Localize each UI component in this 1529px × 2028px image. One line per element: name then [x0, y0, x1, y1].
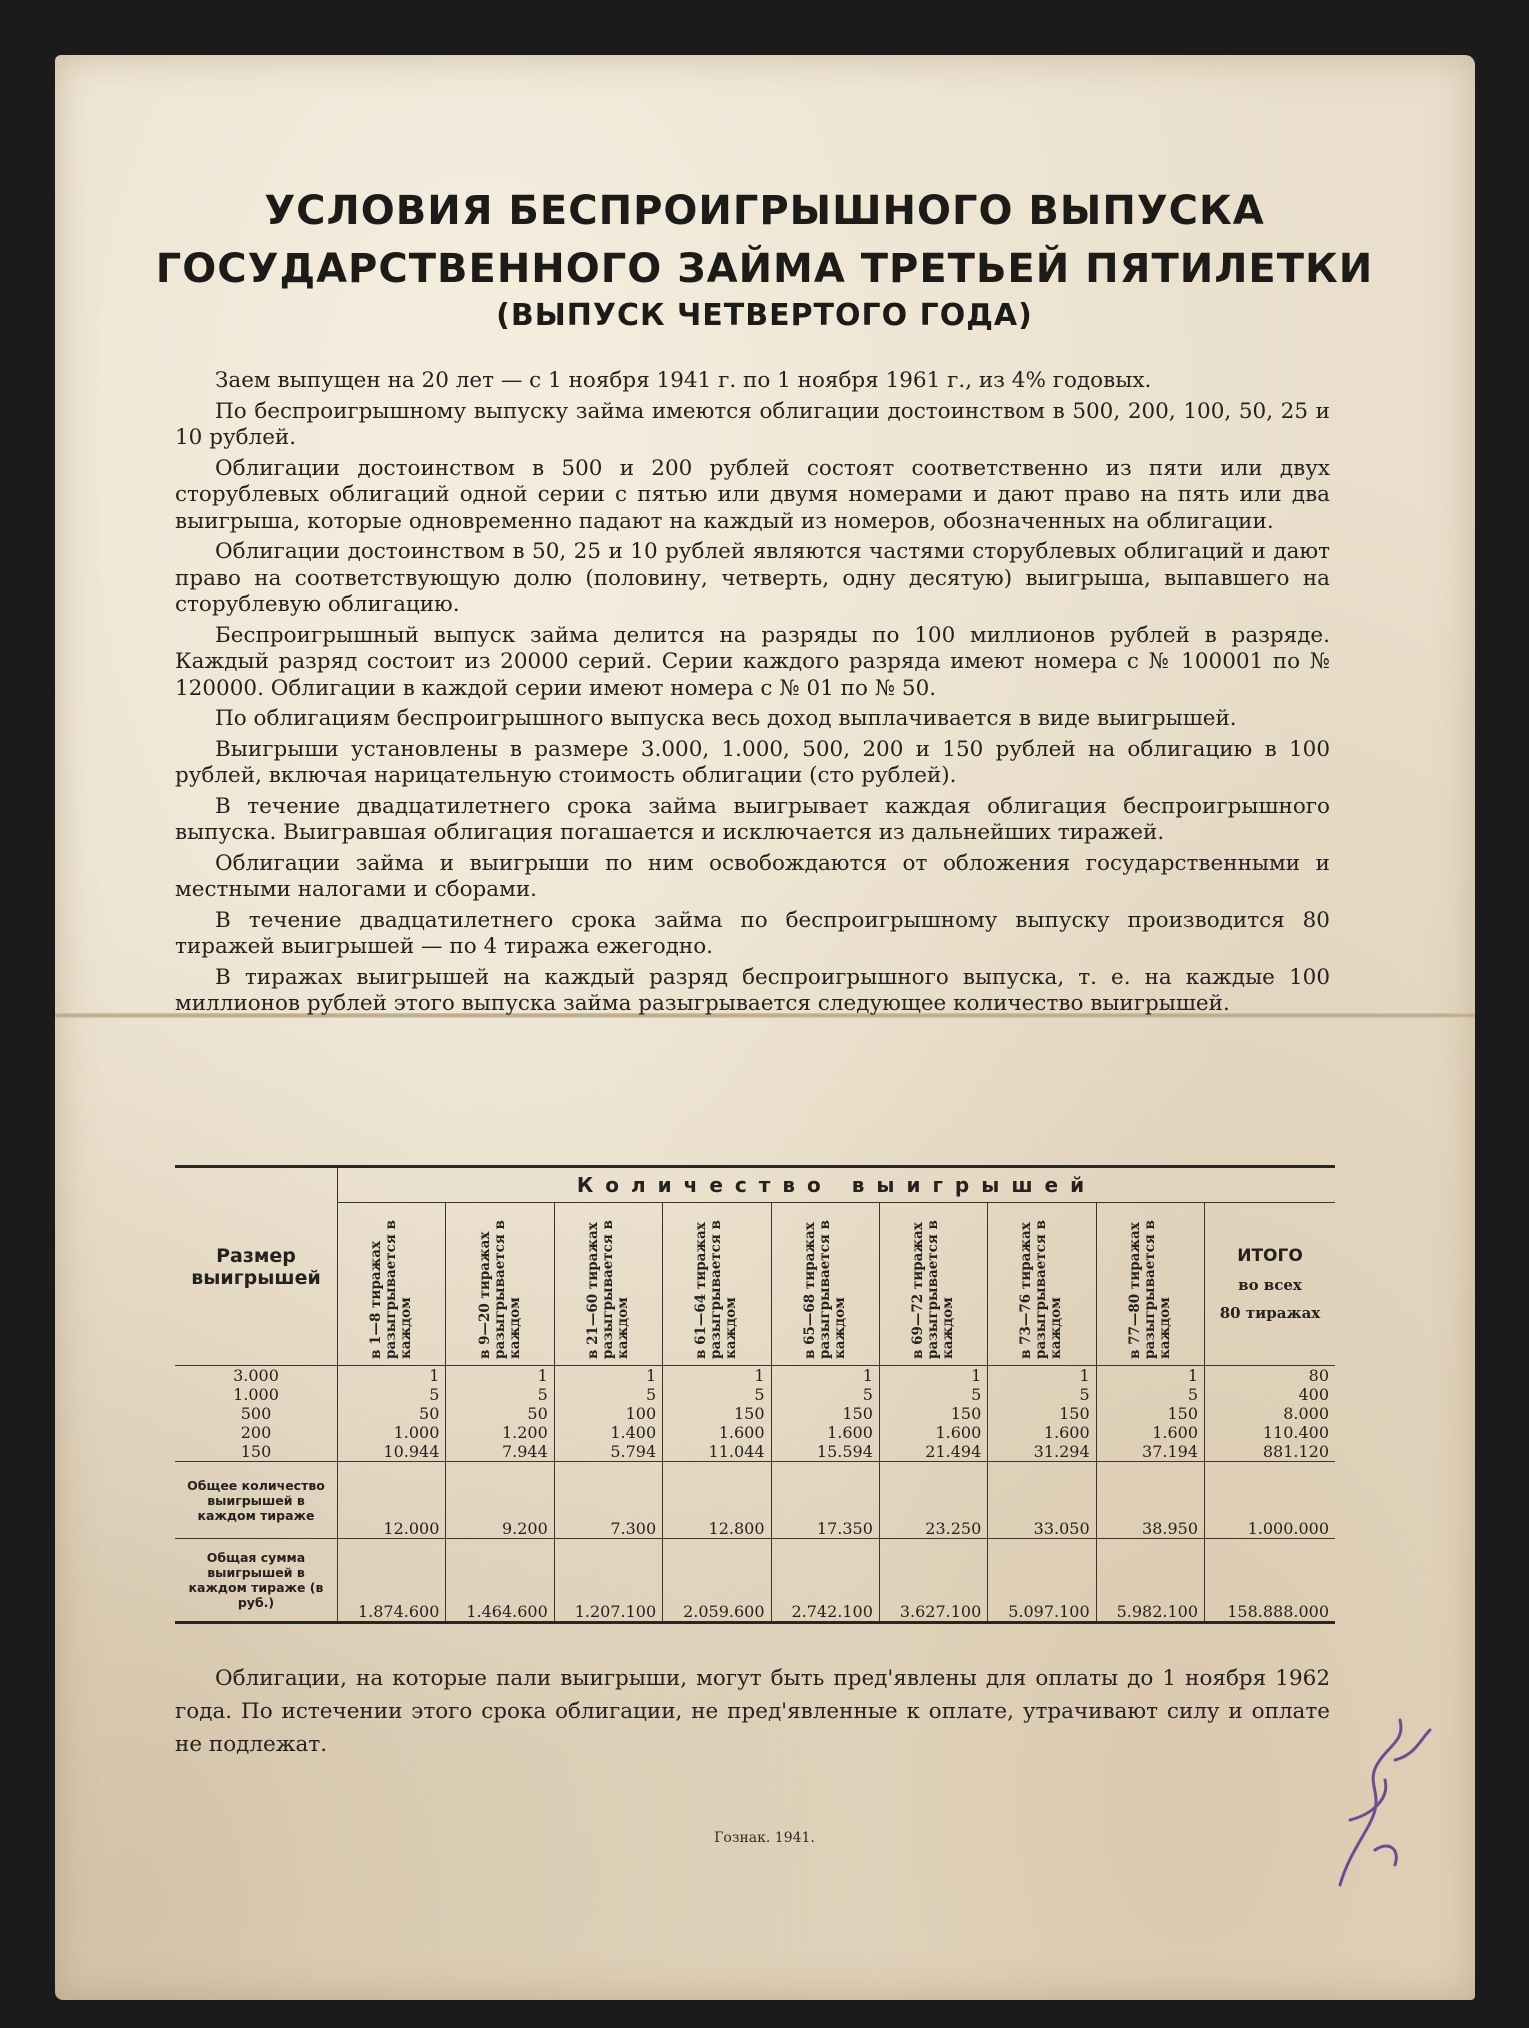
quantity-group-header: Количество выигрышей — [338, 1167, 1336, 1203]
table-cell: 5.097.100 — [988, 1539, 1096, 1623]
totals-cell: 80 400 8.000 110.400 881.120 — [1205, 1366, 1336, 1462]
paragraph-draws-count: В течение двадцатилетнего срока займа по беспроигрышному выпуску производится 80 тиражей выигрышей — по 4 тиража ежегодно. — [175, 907, 1330, 959]
table-cell: 1 5 150 1.600 31.294 — [988, 1366, 1096, 1462]
table-cell: 1 5 150 1.600 11.044 — [663, 1366, 771, 1462]
table-cell: 1.874.600 — [338, 1539, 446, 1623]
closing-paragraph: Облигации, на которые пали выигрыши, могут быть пред'явлены для оплаты до 1 ноября 1962 года. По истечении этого срока облигации, не пред'явленные к оплате, утрачивают силу и оплате не подлежат. — [175, 1666, 1330, 1757]
table-cell: 1.000.000 — [1205, 1462, 1336, 1539]
paragraph-loan-term: Заем выпущен на 20 лет — с 1 ноября 1941 г. по 1 ноября 1961 г., из 4% годовых. — [215, 368, 1152, 393]
column-header-draws-69-72: в 69—72 тиражах разыгрывается в каждом — [879, 1203, 987, 1366]
column-header-draws-21-60: в 21—60 тиражах разыгрывается в каждом — [554, 1203, 662, 1366]
column-header-draws-73-76: в 73—76 тиражах разыгрывается в каждом — [988, 1203, 1096, 1366]
column-header-draws-61-64: в 61—64 тиражах разыгрывается в каждом — [663, 1203, 771, 1366]
closing-paragraph-block — [175, 1662, 1330, 1761]
paragraph-tax-exempt: Облигации займа и выигрыши по ним освобождаются от обложения государственными и местными налогами и сборами. — [175, 850, 1330, 902]
table-cell: 12.800 — [663, 1462, 771, 1539]
paragraph-fractional-bonds: Облигации достоинством в 50, 25 и 10 рублей являются частями сторублевых облигаций и дают право на соответствующую долю (половину, четверть, одну десятую) выигрыша, выпавшего на сторублевую облигацию. — [175, 539, 1330, 617]
paragraph-denominations: По беспроигрышному выпуску займа имеются облигации достоинством в 500, 200, 100, 50, 25 и 10 рублей. — [175, 398, 1330, 450]
handwritten-signature — [1280, 1700, 1480, 1900]
row-label-total-sum: Общая сумма выигрышей в каждом тираже (в руб.) — [175, 1539, 338, 1623]
paragraph-income: По облигациям беспроигрышного выпуска весь доход выплачивается в виде выигрышей. — [215, 706, 1237, 731]
table-cell: 1.207.100 — [554, 1539, 662, 1623]
document-title-line-2: ГОСУДАРСТВЕННОГО ЗАЙМА ТРЕТЬЕЙ ПЯТИЛЕТКИ — [155, 246, 1374, 292]
table-cell: 158.888.000 — [1205, 1539, 1336, 1623]
table-cell: 2.059.600 — [663, 1539, 771, 1623]
paragraph-categories: Беспроигрышный выпуск займа делится на разряды по 100 миллионов рублей в разряде. Каждый разряд состоит из 20000 серий. Серии каждого разряда имеют номера с № 100001 по № 120000. Облигации в каждой серии имеют номера с № 01 по № 50. — [175, 622, 1330, 701]
table-cell: 9.200 — [446, 1462, 554, 1539]
table-row-win-counts — [175, 1366, 1335, 1462]
table-cell: 1 5 100 1.400 5.794 — [554, 1366, 662, 1462]
table-cell: 1 5 150 1.600 15.594 — [771, 1366, 879, 1462]
document-title-line-1: УСЛОВИЯ БЕСПРОИГРЫШНОГО ВЫПУСКА — [264, 188, 1265, 234]
paragraph-table-intro: В тиражах выигрышей на каждый разряд беспроигрышного выпуска, т. е. на каждые 100 миллионов рублей этого выпуска займа разыгрывается следующее количество выигрышей. — [175, 964, 1330, 1016]
size-column-header: Размер выигрышей — [175, 1167, 338, 1366]
table-row-total-count — [175, 1462, 1335, 1539]
winnings-table — [175, 1165, 1335, 1624]
table-cell: 12.000 — [338, 1462, 446, 1539]
column-header-draws-1-8: в 1—8 тиражах разыгрывается в каждом — [338, 1203, 446, 1366]
table-cell: 3.627.100 — [879, 1539, 987, 1623]
column-header-draws-9-20: в 9—20 тиражах разыгрывается в каждом — [446, 1203, 554, 1366]
table-cell: 1 5 150 1.600 21.494 — [879, 1366, 987, 1462]
table-cell: 2.742.100 — [771, 1539, 879, 1623]
table-cell: 38.950 — [1096, 1462, 1204, 1539]
printer-imprint: Гознак. 1941. — [714, 1830, 815, 1846]
table-row-total-sum — [175, 1539, 1335, 1623]
paragraph-500-200-bonds: Облигации достоинством в 500 и 200 рублей состоят соответственно из пяти или двух сторублевых облигаций одной серии с пятью или двумя номерами и дают право на пять или два выигрыша, которые одновременно падают на каждый из номеров, обозначенных на облигации. — [175, 455, 1330, 534]
table-cell: 5.982.100 — [1096, 1539, 1204, 1623]
table-cell: 1.464.600 — [446, 1539, 554, 1623]
paragraph-win-sizes: Выигрыши установлены в размере 3.000, 1.000, 500, 200 и 150 рублей на облигацию в 100 рублей, включая нарицательную стоимость облигации (сто рублей). — [175, 736, 1330, 788]
total-column-header: ИТОГО во всех 80 тиражах — [1205, 1203, 1336, 1366]
terms-body — [175, 368, 1330, 1022]
row-label-total-count: Общее количество выигрышей в каждом тираже — [175, 1462, 338, 1539]
table-cell: 33.050 — [988, 1462, 1096, 1539]
paragraph-every-bond-wins: В течение двадцатилетнего срока займа выигрывает каждая облигация беспроигрышного выпуска. Выигравшая облигация погашается и исключается из дальнейших тиражей. — [175, 793, 1330, 845]
table-cell: 23.250 — [879, 1462, 987, 1539]
table-cell: 1 5 150 1.600 37.194 — [1096, 1366, 1204, 1462]
document-title-line-3: (ВЫПУСК ЧЕТВЕРТОГО ГОДА) — [496, 298, 1033, 333]
column-header-draws-65-68: в 65—68 тиражах разыгрывается в каждом — [771, 1203, 879, 1366]
table-cell: 17.350 — [771, 1462, 879, 1539]
column-header-draws-77-80: в 77—80 тиражах разыгрывается в каждом — [1096, 1203, 1204, 1366]
table-cell: 7.300 — [554, 1462, 662, 1539]
win-sizes-cell: 3.000 1.000 500 200 150 — [233, 1366, 279, 1461]
table-cell: 1 5 50 1.000 10.944 — [338, 1366, 446, 1462]
table-cell: 1 5 50 1.200 7.944 — [446, 1366, 554, 1462]
